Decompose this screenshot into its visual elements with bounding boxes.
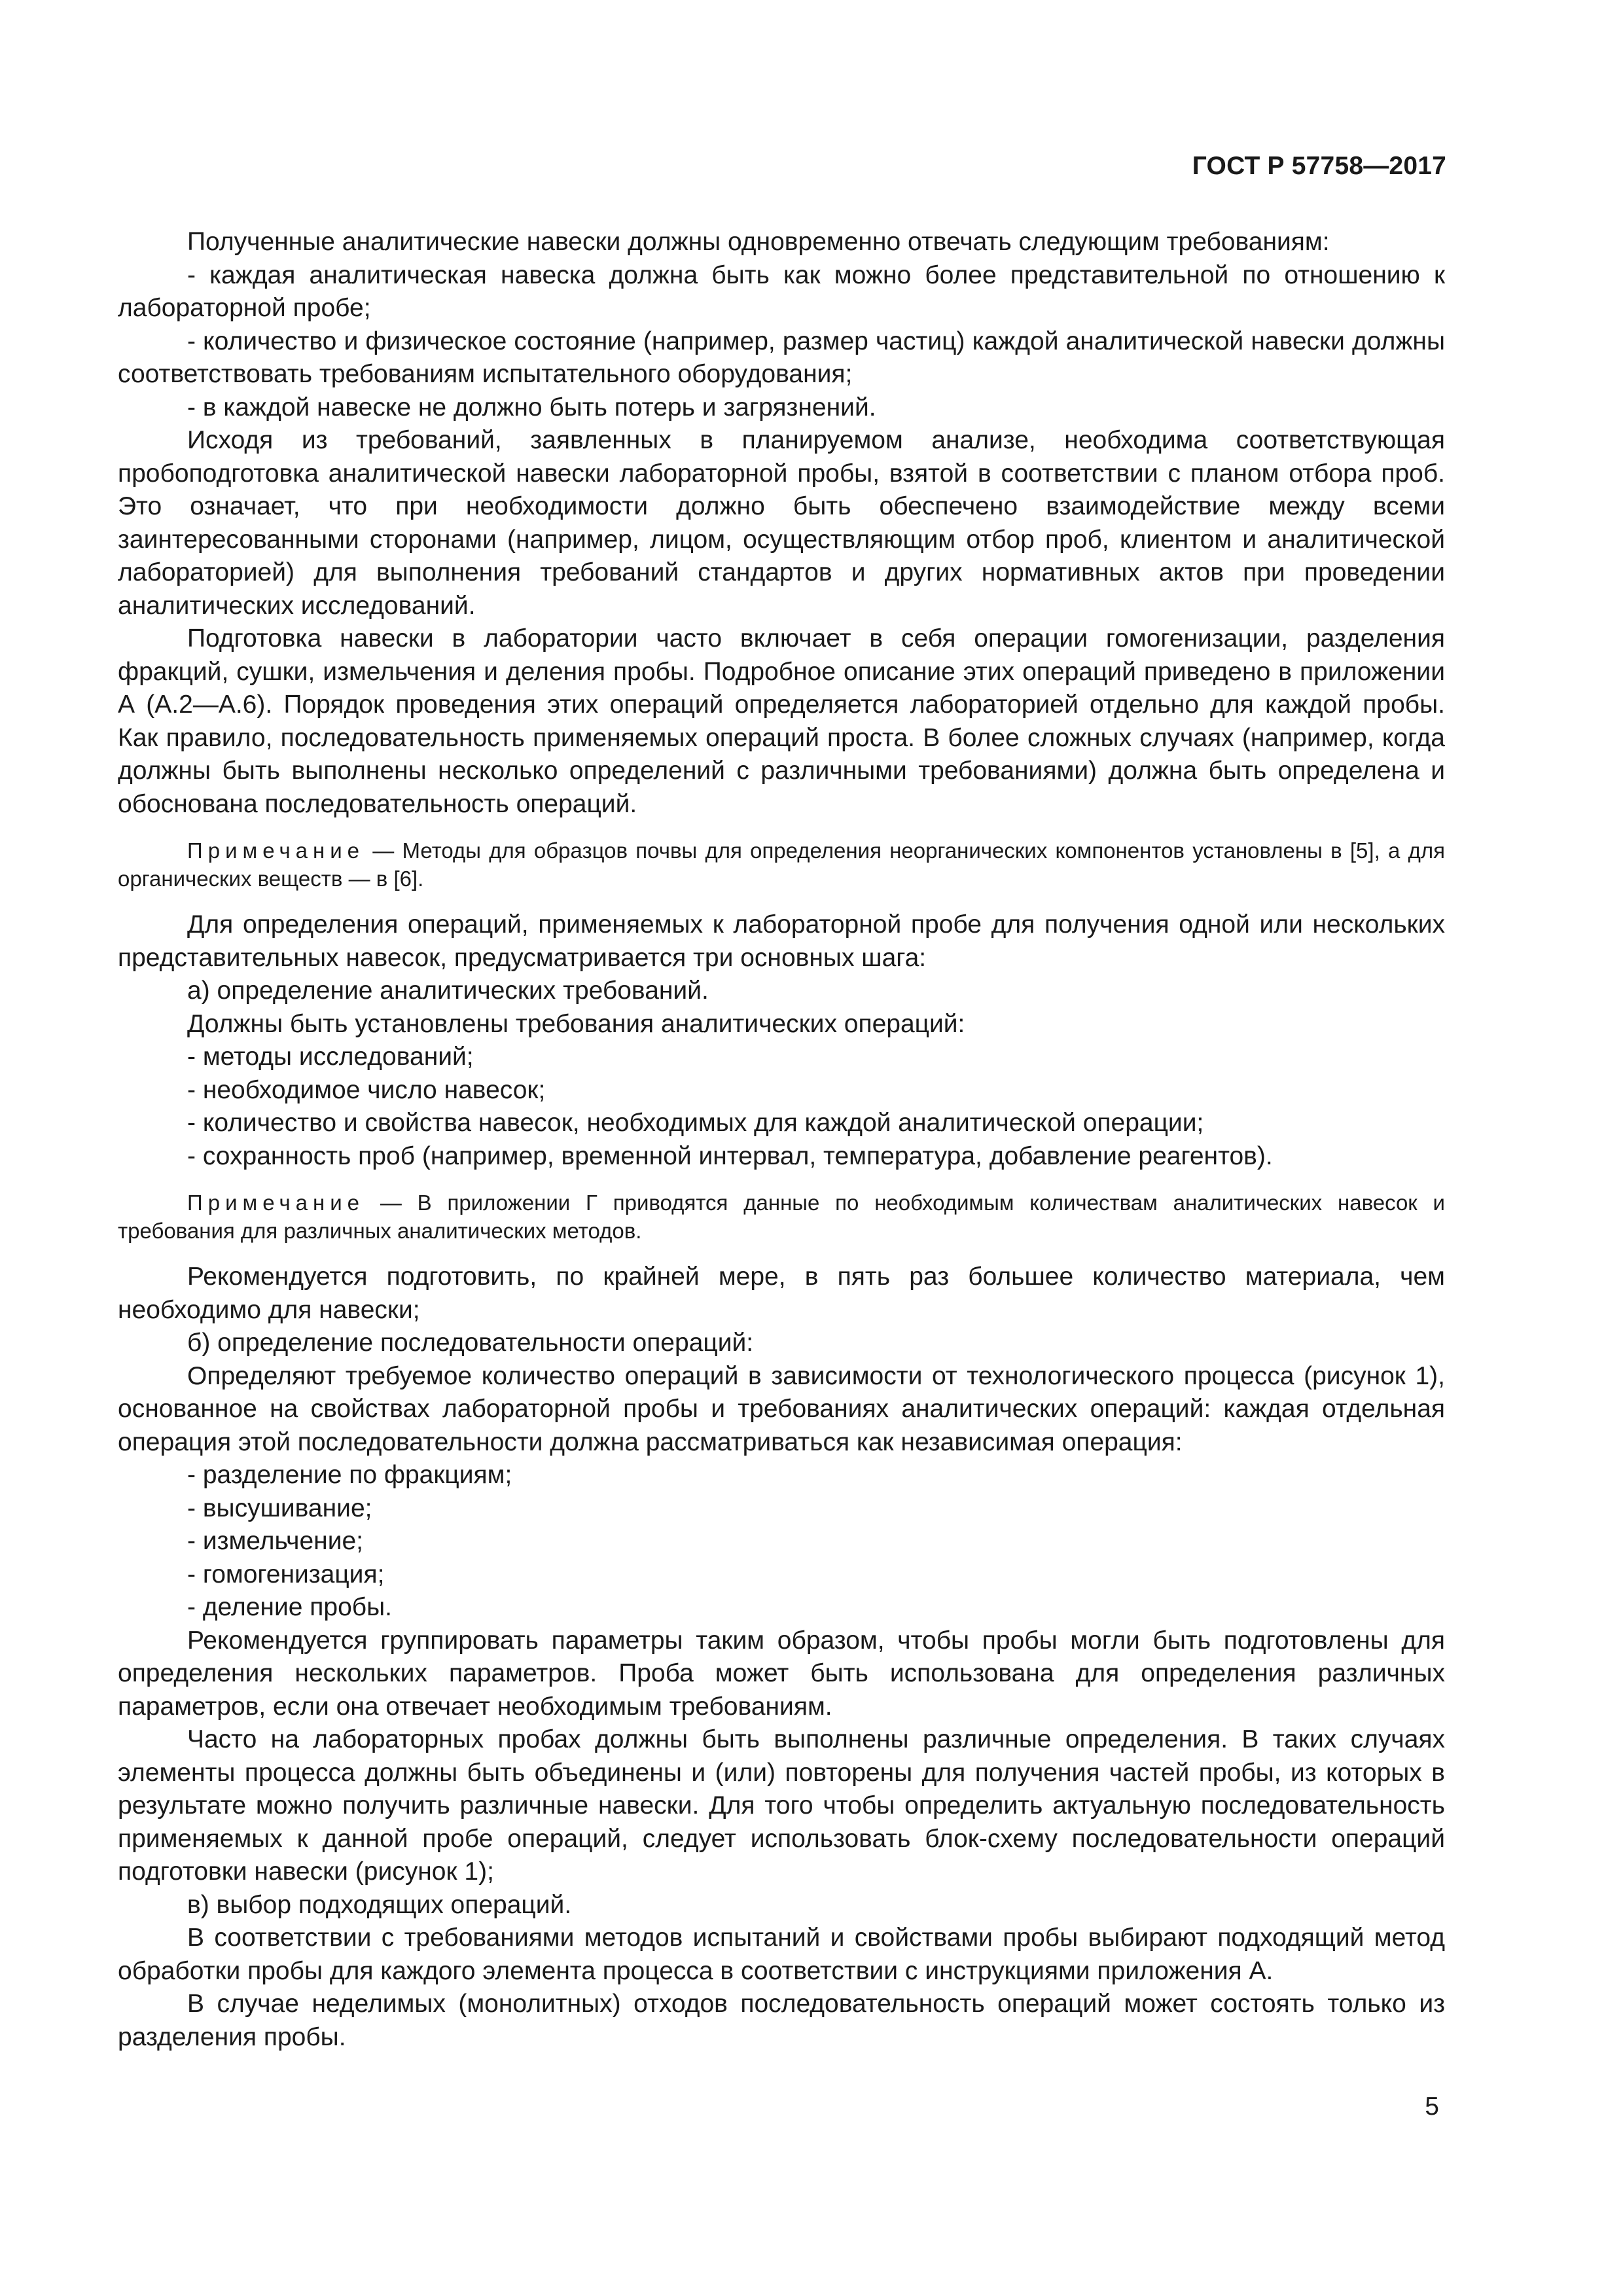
- document-body: [118, 226, 1445, 2054]
- list-item: - высушивание;: [187, 1494, 372, 1522]
- list-item: - деление пробы.: [187, 1593, 392, 1621]
- list-item: - методы исследований;: [187, 1043, 474, 1071]
- body-paragraph: В случае неделимых (монолитных) отходов последовательность операций может состоять только из разделения пробы.: [118, 1990, 1445, 2051]
- body-paragraph: в) выбор подходящих операций.: [187, 1890, 572, 1919]
- body-paragraph: В соответствии с требованиями методов испытаний и свойствами пробы выбирают подходящий метод обработки пробы для каждого элемента процесса в соответствии с инструкциями приложения А.: [118, 1924, 1445, 1985]
- list-item: - измельчение;: [187, 1527, 364, 1555]
- list-item: - сохранность проб (например, временной интервал, температура, добавление реагентов).: [187, 1141, 1273, 1170]
- note-label: Примечание: [187, 838, 365, 863]
- body-paragraph: Определяют требуемое количество операций в зависимости от технологического процесса (рисунок 1), основанное на свойствах лабораторной пробы и требованиях аналитических операций: каждая отдельная операция этой последовательности должна рассматриваться как независимая операция:: [118, 1361, 1445, 1456]
- body-paragraph: Часто на лабораторных пробах должны быть выполнены различные определения. В таких случаях элементы процесса должны быть объединены и (или) повторены для получения частей пробы, из которых в результате можно получить различные навески. Для того чтобы определить актуальную последовательность применяемых к данной пробе операций, следует использовать блок-схему последовательности операций подготовки навески (рисунок 1);: [118, 1725, 1445, 1886]
- body-paragraph: Исходя из требований, заявленных в планируемом анализе, необходима соответствующая пробоподготовка аналитической навески лабораторной пробы, взятой в соответствии с планом отбора проб. Это означает, что при необходимости должно быть обеспечено взаимодействие между всеми заинтересованными сторонами (например, лицом, осуществляющим отбор проб, клиентом и аналитической лабораторией) для выполнения требований стандартов и других нормативных актов при проведении аналитических исследований.: [118, 426, 1445, 620]
- list-item: - в каждой навеске не должно быть потерь и загрязнений.: [187, 393, 876, 422]
- document-number: ГОСТ Р 57758—2017: [1192, 152, 1446, 180]
- body-paragraph: Должны быть установлены требования аналитических операций:: [187, 1009, 965, 1038]
- list-item: - разделение по фракциям;: [187, 1461, 512, 1489]
- body-paragraph: Полученные аналитические навески должны одновременно отвечать следующим требованиям:: [187, 228, 1330, 256]
- body-paragraph: а) определение аналитических требований.: [187, 977, 709, 1005]
- note-paragraph: [118, 836, 1445, 893]
- list-item: - гомогенизация;: [187, 1560, 385, 1588]
- note-label: Примечание: [187, 1191, 365, 1215]
- note-text: — Методы для образцов почвы для определения неорганических компонентов установлены в [5], а для органических веществ — в [6].: [118, 838, 1445, 891]
- body-paragraph: б) определение последовательности операций:: [187, 1329, 754, 1357]
- body-paragraph: Подготовка навески в лаборатории часто включает в себя операции гомогенизации, разделения фракций, сушки, измельчения и деления пробы. Подробное описание этих операций приведено в приложении А (А.2—А.6). Порядок проведения этих операций определяется лабораторией отдельно для каждой пробы. Как правило, последовательность применяемых операций проста. В более сложных случаях (например, когда должны быть выполнены несколько определений с различными требованиями) должна быть определена и обоснована последовательность операций.: [118, 624, 1445, 818]
- list-item: - количество и свойства навесок, необходимых для каждой аналитической операции;: [187, 1109, 1204, 1137]
- note-text: — В приложении Г приводятся данные по необходимым количествам аналитических навесок и требования для различных аналитических методов.: [118, 1191, 1445, 1243]
- body-paragraph: Рекомендуется группировать параметры таким образом, чтобы пробы могли быть подготовлены для определения нескольких параметров. Проба может быть использована для определения различных параметров, если она отвечает необходимым требованиям.: [118, 1626, 1445, 1721]
- page-number: 5: [1425, 2092, 1439, 2121]
- body-paragraph: Рекомендуется подготовить, по крайней мере, в пять раз большее количество материала, чем необходимо для навески;: [118, 1263, 1445, 1324]
- list-item: - количество и физическое состояние (например, размер частиц) каждой аналитической навески должны соответствовать требованиям испытательного оборудования;: [118, 327, 1445, 388]
- list-item: - каждая аналитическая навеска должна быть как можно более представительной по отношению к лабораторной пробе;: [118, 260, 1445, 322]
- note-paragraph: [118, 1189, 1445, 1245]
- list-item: - необходимое число навесок;: [187, 1075, 546, 1104]
- body-paragraph: Для определения операций, применяемых к лабораторной пробе для получения одной или нескольких представительных навесок, предусматривается три основных шага:: [118, 910, 1445, 972]
